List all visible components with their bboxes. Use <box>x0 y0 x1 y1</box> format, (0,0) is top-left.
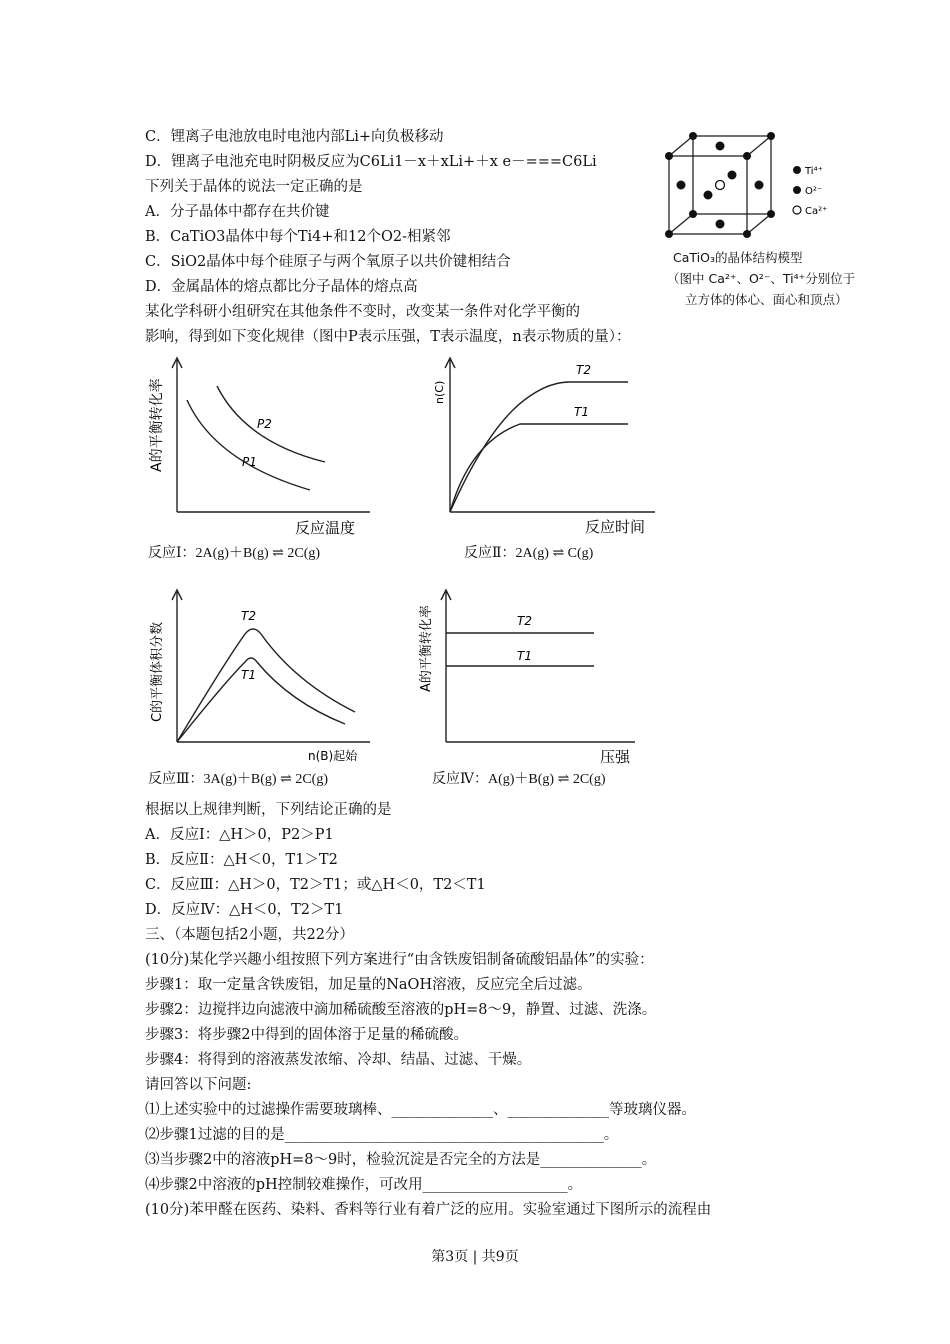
graph2-curve-t2: T2 <box>576 363 591 377</box>
option-a: A．分子晶体中都存在共价键 <box>145 204 330 220</box>
graph-reaction-2 <box>430 352 670 537</box>
graph-reaction-3 <box>145 572 385 767</box>
graph1-curve-p1: P1 <box>242 455 257 469</box>
option-d: D．金属晶体的熔点都比分子晶体的熔点高 <box>145 279 418 295</box>
legend-o: O²⁻ <box>805 186 823 197</box>
graph4-ylabel: A的平衡转化率 <box>419 605 434 692</box>
graph4-curve-t2: T2 <box>517 614 532 628</box>
section-heading: 三、（本题包括2小题，共22分） <box>145 927 354 943</box>
graph4-xlabel: 压强 <box>600 748 631 766</box>
text-line: 步骤3：将步骤2中得到的固体溶于足量的稀硫酸。 <box>145 1027 468 1043</box>
crystal-cube-diagram <box>665 130 875 245</box>
option-b: B．CaTiO3晶体中每个Ti4+和12个O2-相紧邻 <box>145 229 451 245</box>
option-b: B．反应Ⅱ：△H＜0，T1＞T2 <box>145 852 338 868</box>
graph3-curve-t1: T1 <box>241 668 256 682</box>
graph1-ylabel: A的平衡转化率 <box>149 378 165 472</box>
legend-ti: Ti⁴⁺ <box>805 166 823 177</box>
text-line: D．锂离子电池充电时阴极反应为C6Li1－x＋xLi+＋x e－===C6Li <box>145 154 597 170</box>
graph4-curve-t1: T1 <box>517 649 532 663</box>
graph4-caption: 反应Ⅳ：A(g)＋B(g) ⇌ 2C(g) <box>432 772 606 787</box>
question-line: ⑴上述实验中的过滤操作需要玻璃棒、______________、______________等玻璃仪器。 <box>145 1102 696 1118</box>
text-line: 某化学科研小组研究在其他条件不变时，改变某一条件对化学平衡的 <box>145 304 580 320</box>
crystal-structure-figure <box>665 130 875 320</box>
graph1-curve-p2: P2 <box>257 417 272 431</box>
graph-reaction-1 <box>145 352 385 537</box>
graph1-xlabel: 反应温度 <box>295 519 356 537</box>
text-line: 影响，得到如下变化规律（图中P表示压强，T表示温度，n表示物质的量）： <box>145 329 631 345</box>
question-line: ⑶当步骤2中的溶液pH=8～9时，检验沉淀是否完全的方法是______________。 <box>145 1152 657 1168</box>
page-footer: 第3页 | 共9页 <box>431 1249 519 1265</box>
crystal-caption-note: （图中 Ca²⁺、O²⁻、Ti⁴⁺分别位于 <box>667 271 856 286</box>
text-line: 下列关于晶体的说法一定正确的是 <box>145 179 363 195</box>
graph3-caption: 反应Ⅲ：3A(g)＋B(g) ⇌ 2C(g) <box>148 772 328 787</box>
graph2-curve-t1: T1 <box>574 405 589 419</box>
text-line: (10分)某化学兴趣小组按照下列方案进行“由含铁废铝制备硫酸铝晶体”的实验： <box>145 952 654 968</box>
option-d: D．反应Ⅳ：△H＜0，T2＞T1 <box>145 902 344 918</box>
graph2-caption: 反应Ⅱ：2A(g) ⇌ C(g) <box>464 546 594 561</box>
graph3-ylabel: C的平衡体积分数 <box>150 621 165 722</box>
graph3-curve-t2: T2 <box>241 609 256 623</box>
text-line: 请回答以下问题: <box>145 1077 252 1093</box>
text-line: 步骤1：取一定量含铁废铝，加足量的NaOH溶液，反应完全后过滤。 <box>145 977 592 993</box>
graph-reaction-4 <box>410 572 650 767</box>
crystal-caption-title: CaTiO₃的晶体结构模型 <box>673 250 803 265</box>
graph2-ylabel: n(C) <box>433 380 446 404</box>
text-line: C．锂离子电池放电时电池内部Li+向负极移动 <box>145 129 444 145</box>
legend-ca: Ca²⁺ <box>805 206 828 217</box>
question-line: ⑷步骤2中溶液的pH控制较难操作，可改用____________________。 <box>145 1177 583 1193</box>
crystal-caption-note-2: 立方体的体心、面心和顶点） <box>685 292 848 307</box>
graph3-xlabel: n(B)起始 <box>308 749 358 763</box>
option-a: A．反应Ⅰ：△H＞0，P2＞P1 <box>145 827 334 843</box>
option-c: C．SiO2晶体中每个硅原子与两个氧原子以共价键相结合 <box>145 254 511 270</box>
graph2-xlabel: 反应时间 <box>585 518 646 536</box>
option-c: C．反应Ⅲ：△H＞0，T2＞T1；或△H＜0，T2＜T1 <box>145 877 486 893</box>
text-line: 步骤4：将得到的溶液蒸发浓缩、冷却、结晶、过滤、干燥。 <box>145 1052 532 1068</box>
text-line: 根据以上规律判断，下列结论正确的是 <box>145 802 392 818</box>
text-line: (10分)苯甲醛在医药、染料、香料等行业有着广泛的应用。实验室通过下图所示的流程由 <box>145 1202 712 1218</box>
question-line: ⑵步骤1过滤的目的是____________________________________________。 <box>145 1127 619 1143</box>
graph1-caption: 反应Ⅰ：2A(g)＋B(g) ⇌ 2C(g) <box>148 546 321 561</box>
text-line: 步骤2：边搅拌边向滤液中滴加稀硫酸至溶液的pH=8～9，静置、过滤、洗涤。 <box>145 1002 657 1018</box>
